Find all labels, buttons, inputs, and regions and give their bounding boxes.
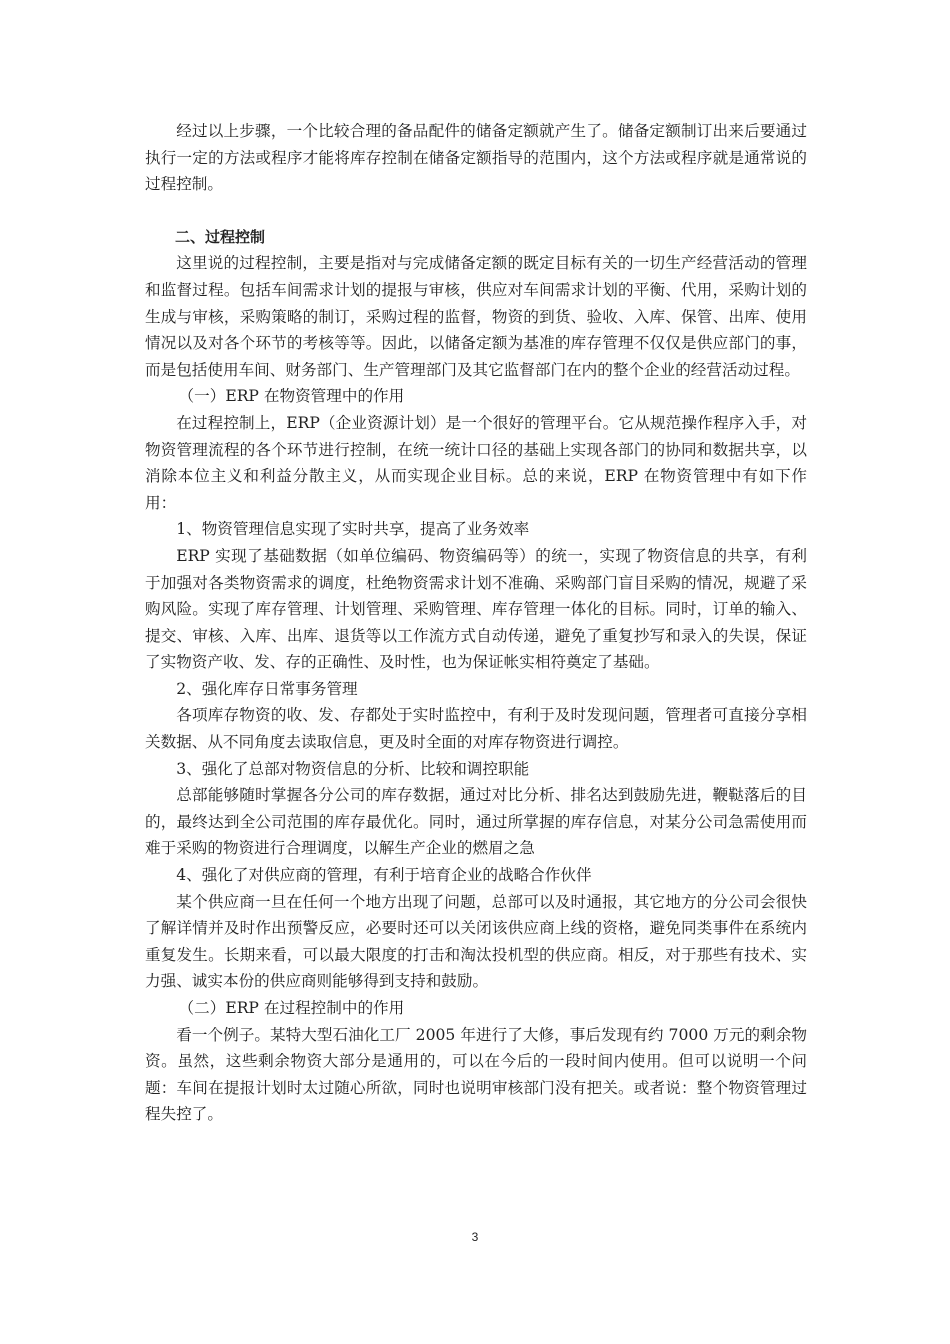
numbered-heading: 3、强化了总部对物资信息的分析、比较和调控职能 (176, 759, 530, 778)
intro-paragraph: 经过以上步骤，一个比较合理的备品配件的储备定额就产生了。储备定额制订出来后要通过执行一定的方法或程序才能将库存控制在储备定额指导的范围内，这个方法或程序就是通常说的过程控制。 (145, 122, 807, 194)
subsection-heading: （二）ERP 在过程控制中的作用 (178, 999, 405, 1017)
body-paragraph: ERP 实现了基础数据（如单位编码、物资编码等）的统一，实现了物资信息的共享，有利于加强对各类物资需求的调度，杜绝物资需求计划不准确、采购部门盲目采购的情况，规避了采购风险。实现了库存管理、计划管理、采购管理、库存管理一体化的目标。同时，订单的输入、提交、审核、入库、出库、退货等以工作流方式自动传递，避免了重复抄写和录入的失误，保证了实物资产收、发、存的正确性、及时性，也为保证帐实相符奠定了基础。 (145, 546, 807, 672)
body-paragraph: 各项库存物资的收、发、存都处于实时监控中，有利于及时发现问题，管理者可直接分享相关数据、从不同角度去读取信息，更及时全面的对库存物资进行调控。 (145, 706, 807, 752)
page-number: 3 (471, 1230, 479, 1244)
numbered-heading: 4、强化了对供应商的管理，有利于培育企业的战略合作伙伴 (176, 866, 592, 885)
body-paragraph: 总部能够随时掌握各分公司的库存数据，通过对比分析、排名达到鼓励先进，鞭鞑落后的目的，最终达到全公司范围的库存最优化。同时，通过所掌握的库存信息，对某分公司急需使用而难于采购的物资进行合理调度，以解生产企业的燃眉之急 (145, 786, 807, 858)
body-paragraph: 看一个例子。某特大型石油化工厂 2005 年进行了大修，事后发现有约 7000 万元的剩余物资。虽然，这些剩余物资大部分是通用的，可以在今后的一段时间内使用。但可以说明一个问题：车间在提报计划时太过随心所欲，同时也说明审核部门没有把关。或者说：整个物资管理过程失控了。 (145, 1025, 807, 1124)
section-spacer (145, 198, 807, 224)
body-paragraph: 某个供应商一旦在任何一个地方出现了问题，总部可以及时通报，其它地方的分公司会很快了解详情并及时作出预警反应，必要时还可以关闭该供应商上线的资格，避免同类事件在系统内重复发生。长期来看，可以最大限度的打击和淘汰投机型的供应商。相反，对于那些有技术、实力强、诚实本份的供应商则能够得到支持和鼓励。 (145, 892, 807, 991)
document-body (145, 118, 807, 1128)
body-paragraph: 在过程控制上，ERP（企业资源计划）是一个很好的管理平台。它从规范操作程序入手，对物资管理流程的各个环节进行控制，在统一统计口径的基础上实现各部门的协同和数据共享，以消除本位主义和利益分散主义，从而实现企业目标。总的来说，ERP 在物资管理中有如下作用： (145, 413, 807, 512)
section-heading: 二、过程控制 (175, 227, 266, 246)
body-paragraph: 这里说的过程控制，主要是指对与完成储备定额的既定目标有关的一切生产经营活动的管理和监督过程。包括车间需求计划的提报与审核，供应对车间需求计划的平衡、代用，采购计划的生成与审核，采购策略的制订，采购过程的监督，物资的到货、验收、入库、保管、出库、使用情况以及对各个环节的考核等等。因此，以储备定额为基准的库存管理不仅仅是供应部门的事，而是包括使用车间、财务部门、生产管理部门及其它监督部门在内的整个企业的经营活动过程。 (145, 254, 807, 379)
numbered-heading: 2、强化库存日常事务管理 (176, 679, 358, 698)
subsection-heading: （一）ERP 在物资管理中的作用 (178, 387, 405, 406)
numbered-heading: 1、物资管理信息实现了实时共享，提高了业务效率 (176, 520, 530, 539)
